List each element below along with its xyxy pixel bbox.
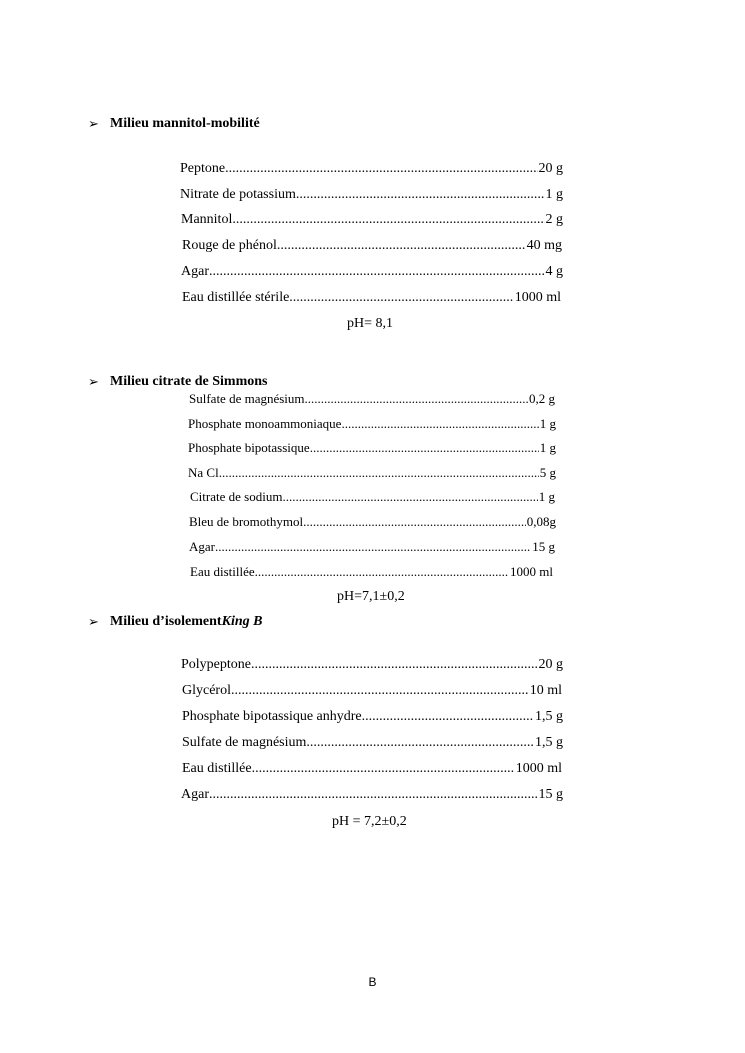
ingredient-row — [181, 657, 563, 673]
leader-dots — [219, 465, 539, 481]
ingredient-name: Agar — [181, 264, 209, 279]
ingredient-amount: 1 g — [539, 416, 556, 431]
ingredient-row — [182, 290, 561, 306]
leader-dots — [255, 564, 509, 580]
ingredient-row — [189, 539, 555, 555]
ingredient-name: Agar — [181, 787, 209, 802]
ingredient-name: Rouge de phénol — [182, 238, 277, 253]
leader-dots — [215, 539, 531, 555]
ingredient-row — [182, 709, 563, 725]
ingredient-amount: 15 g — [538, 787, 563, 802]
ingredient-amount: 1000 ml — [510, 564, 553, 579]
ingredient-amount: 5 g — [539, 465, 556, 480]
leader-dots — [362, 709, 534, 725]
leader-dots — [252, 761, 515, 777]
ingredient-amount: 1000 ml — [514, 290, 561, 305]
ingredient-amount: 1,5 g — [535, 709, 563, 724]
ph-value: pH=7,1±0,2 — [337, 589, 405, 604]
ingredient-name: Sulfate de magnésium — [189, 391, 305, 406]
ingredient-name: Sulfate de magnésium — [182, 735, 307, 750]
ingredient-name: Polypeptone — [181, 657, 251, 672]
ingredient-name: Agar — [189, 539, 215, 554]
leader-dots — [231, 683, 529, 699]
leader-dots — [341, 416, 538, 432]
ingredient-amount: 1 g — [539, 440, 556, 455]
leader-dots — [209, 787, 538, 803]
leader-dots — [209, 264, 545, 280]
ingredient-amount: 1000 ml — [515, 761, 562, 776]
ingredient-name: Peptone — [180, 161, 226, 176]
section-title: Milieu citrate de Simmons — [110, 374, 268, 389]
ingredient-row — [181, 787, 563, 803]
ingredient-row — [182, 238, 562, 254]
ph-value: pH = 7,2±0,2 — [332, 814, 407, 829]
ingredient-name: Na Cl — [188, 465, 219, 480]
ingredient-name: Citrate de sodium — [190, 489, 283, 504]
ingredient-row — [180, 187, 563, 203]
ingredient-name: Glycérol — [182, 683, 231, 698]
leader-dots — [282, 489, 537, 505]
ingredient-row — [182, 735, 563, 751]
arrow-bullet-icon: ➢ — [88, 116, 99, 131]
ingredient-name: Phosphate bipotassique — [188, 440, 310, 455]
ingredient-row — [181, 212, 563, 228]
leader-dots — [277, 238, 526, 254]
ph-value: pH= 8,1 — [347, 316, 394, 331]
ingredient-amount: 1,5 g — [535, 735, 563, 750]
ingredient-amount: 10 ml — [529, 683, 562, 698]
page-number: B — [368, 975, 377, 989]
leader-dots — [303, 514, 526, 530]
ingredient-row — [188, 465, 556, 481]
ingredient-row — [188, 416, 556, 432]
ingredient-amount: 20 g — [538, 657, 563, 672]
ingredient-name: Eau distillée stérile — [182, 290, 290, 305]
section-title: Milieu mannitol-mobilité — [110, 116, 260, 131]
arrow-bullet-icon: ➢ — [88, 614, 99, 629]
section-heading — [88, 374, 267, 390]
leader-dots — [232, 212, 544, 228]
ingredient-name: Eau distillée — [182, 761, 252, 776]
leader-dots — [310, 440, 539, 456]
section-heading — [88, 116, 260, 132]
arrow-bullet-icon: ➢ — [88, 374, 99, 389]
ingredient-row — [189, 514, 556, 530]
ingredient-name: Eau distillée — [190, 564, 255, 579]
leader-dots — [289, 290, 513, 306]
ingredient-name: Mannitol — [181, 212, 233, 227]
ingredient-amount: 1 g — [538, 489, 555, 504]
leader-dots — [296, 187, 545, 203]
ingredient-row — [189, 391, 555, 407]
ingredient-row — [180, 161, 563, 177]
ingredient-name: Phosphate monoammoniaque — [188, 416, 342, 431]
ingredient-amount: 0,08g — [526, 514, 556, 529]
leader-dots — [251, 657, 538, 673]
ingredient-row — [181, 264, 563, 280]
ingredient-amount: 40 mg — [526, 238, 562, 253]
section-title: Milieu d’isolement — [110, 614, 222, 629]
ingredient-amount: 1 g — [545, 187, 563, 202]
ingredient-row — [188, 440, 556, 456]
ingredient-amount: 0,2 g — [529, 391, 555, 406]
leader-dots — [225, 161, 537, 177]
section-title-italic: King B — [221, 614, 263, 629]
ingredient-amount: 15 g — [532, 539, 555, 554]
ingredient-name: Phosphate bipotassique anhydre — [182, 709, 362, 724]
ingredient-amount: 20 g — [538, 161, 563, 176]
ingredient-amount: 2 g — [545, 212, 563, 227]
ingredient-row — [190, 564, 553, 580]
leader-dots — [306, 735, 534, 751]
ingredient-name: Bleu de bromothymol — [189, 514, 304, 529]
ingredient-row — [190, 489, 555, 505]
ingredient-amount: 4 g — [545, 264, 563, 279]
ingredient-name: Nitrate de potassium — [180, 187, 296, 202]
section-heading — [88, 614, 262, 630]
leader-dots — [305, 391, 528, 407]
ingredient-row — [182, 761, 562, 777]
ingredient-row — [182, 683, 562, 699]
